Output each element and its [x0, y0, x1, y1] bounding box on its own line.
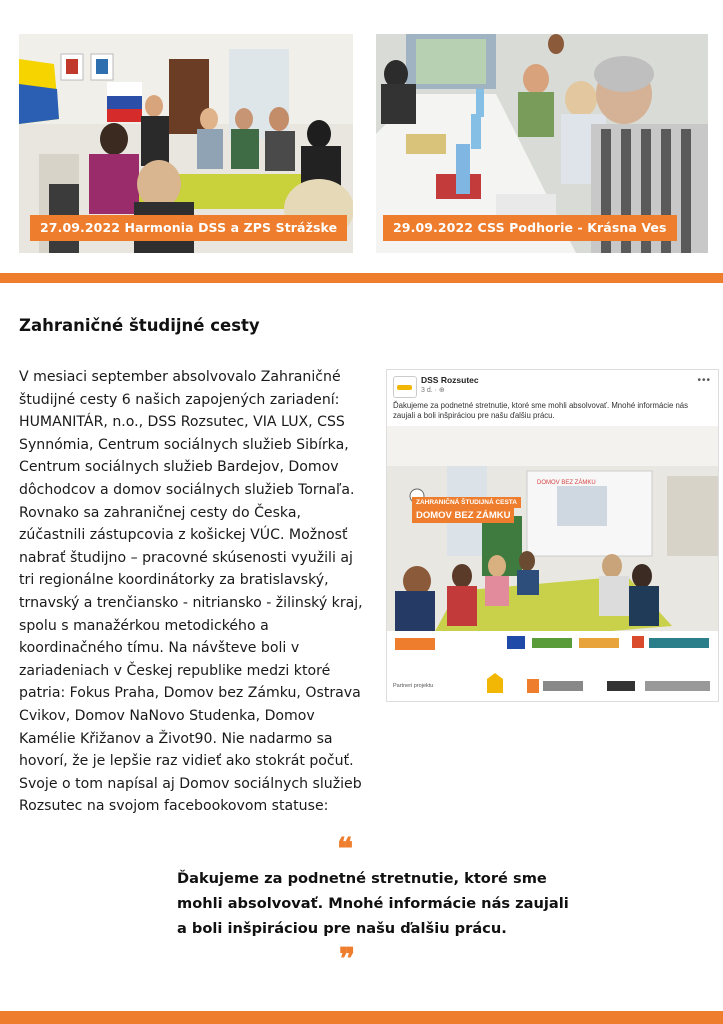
open-quote-icon: ❝ — [337, 832, 354, 867]
page-logo — [393, 376, 417, 398]
post-photo-tag-large: DOMOV BEZ ZÁMKU — [412, 508, 514, 523]
more-options-icon: ••• — [697, 375, 711, 386]
article-body: V mesiaci september absolvovalo Zahraničné študijné cesty 6 našich zapojených zariadení: HUMANITÁR, n.o., DSS Rozsutec, VIA LUX, CSS Synnómia, Centrum sociálnych služieb Sibírka, Centrum sociálnych služieb Bardejov, Domov dôchodcov a domov sociálnych služieb Tornaľa. Rovnako sa zahraničnej cesty do Česka, zúčastnili zástupcovia z košickej VÚC. Možnosť nabrať študijno – pracovné skúsenosti využili aj tri regionálne koordinátorky za bratislavský, trnavský a trenčiansko - nitriansko - žilinský kraj, spolu s manažérkou metodického a koordinačného tímu. Na návšteve boli v zariadeniach v Českej republike medzi ktoré patria: Fokus Praha, Domov bez Zámku, Ostrava Cvikov, Domov NaNovo Studenka, Domov Kamélie Křižanov a Život90. Nie nadarmo sa hovorí, že je lepšie raz vidieť ako stokrát počuť. Svoje o tom napísal aj Domov sociálnych služieb Rozsutec na svojom facebookovom statuse: — [19, 369, 363, 815]
photo-caption-harmonia: 27.09.2022 Harmonia DSS a ZPS Strážske — [30, 215, 347, 241]
svg-text:DOMOV BEZ ZÁMKU: DOMOV BEZ ZÁMKU — [537, 480, 596, 486]
post-meta: 3 d. · ⊕ — [421, 387, 445, 394]
article-heading: Zahraničné študijné cesty — [19, 316, 260, 335]
photo-caption-podhorie: 29.09.2022 CSS Podhorie - Krásna Ves — [383, 215, 677, 241]
pull-quote: Ďakujeme za podnetné stretnutie, ktoré sme mohli absolvovať. Mnohé informácie nás zaujali a boli inšpiráciou pre našu ďalšiu prácu. — [177, 870, 569, 937]
post-photo-tag-small: ZAHRANIČNÁ ŠTUDIJNÁ CESTA — [412, 497, 521, 508]
bottom-divider — [0, 1011, 723, 1024]
partners-strip — [387, 673, 718, 701]
post-text: Ďakujeme za podnetné stretnutie, ktoré sme mohli absolvovať. Mnohé informácie nás zaujali a boli inšpiráciou pre našu ďalšiu prácu. — [393, 401, 689, 420]
close-quote-icon: ❞ — [339, 942, 356, 977]
partners-label: Partneri projektu — [393, 683, 434, 689]
post-header — [393, 375, 713, 397]
facebook-post — [386, 369, 719, 702]
top-divider — [0, 273, 723, 283]
post-page-name: DSS Rozsutec — [421, 375, 479, 385]
post-photo — [387, 426, 718, 673]
